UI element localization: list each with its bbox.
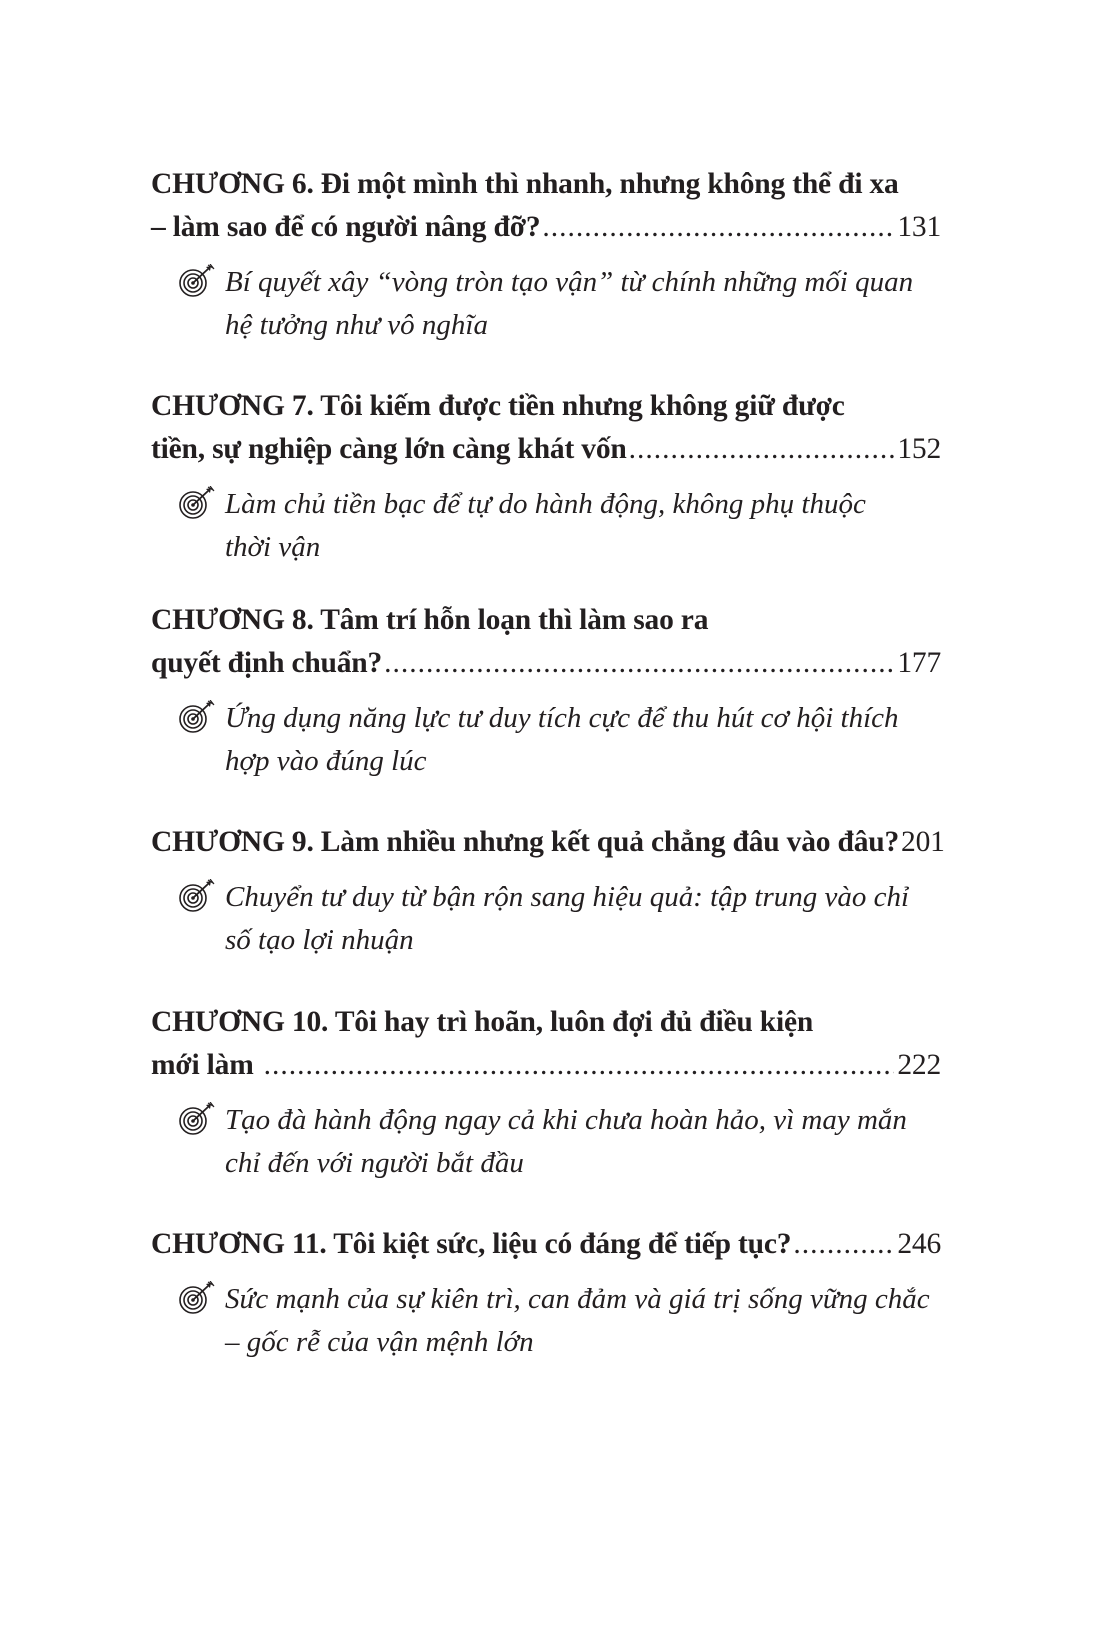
page-number: 201 xyxy=(901,826,945,858)
toc-entry-chapter-11[interactable] xyxy=(151,1223,941,1364)
dot-leader xyxy=(542,206,894,249)
page-number: 222 xyxy=(897,1049,941,1081)
page-number: 131 xyxy=(897,211,941,243)
chapter-heading xyxy=(151,599,941,685)
page-number: 177 xyxy=(897,647,941,679)
subtitle-line-2: thời vận xyxy=(225,531,321,563)
subtitle-line-1: Bí quyết xây “vòng tròn tạo vận” từ chính những mối quan xyxy=(225,266,914,298)
subtitle-line-2: hợp vào đúng lúc xyxy=(225,745,427,777)
chapter-subtitle xyxy=(151,1278,941,1364)
toc-entry-chapter-7[interactable] xyxy=(151,385,941,569)
toc-entry-chapter-9[interactable] xyxy=(151,821,945,962)
target-icon xyxy=(175,700,215,734)
dot-leader xyxy=(793,1223,894,1266)
toc-entry-chapter-6[interactable] xyxy=(151,163,941,347)
chapter-heading xyxy=(151,1223,941,1266)
chapter-subtitle xyxy=(151,483,941,569)
chapter-subtitle xyxy=(151,876,941,962)
subtitle-line-2: – gốc rễ của vận mệnh lớn xyxy=(225,1326,534,1358)
chapter-heading xyxy=(151,821,945,864)
target-icon xyxy=(175,486,215,520)
chapter-title-line-2: quyết định chuẩn? xyxy=(151,647,383,679)
subtitle-line-2: số tạo lợi nhuận xyxy=(225,924,414,956)
chapter-heading xyxy=(151,163,941,249)
dot-leader xyxy=(629,428,895,471)
chapter-title-line-1: CHƯƠNG 9. Làm nhiều nhưng kết quả chẳng đâu vào đâu? xyxy=(151,826,900,858)
page-number: 152 xyxy=(897,433,941,465)
target-icon xyxy=(175,264,215,298)
chapter-title-line-1: CHƯƠNG 10. Tôi hay trì hoãn, luôn đợi đủ điều kiện xyxy=(151,1006,814,1038)
subtitle-line-1: Làm chủ tiền bạc để tự do hành động, không phụ thuộc xyxy=(225,488,866,520)
dot-leader xyxy=(384,642,894,685)
chapter-subtitle xyxy=(151,1099,941,1185)
chapter-subtitle xyxy=(151,697,941,783)
chapter-title-line-1: CHƯƠNG 6. Đi một mình thì nhanh, nhưng không thể đi xa xyxy=(151,168,899,200)
chapter-title-line-2: – làm sao để có người nâng đỡ? xyxy=(151,211,541,243)
subtitle-line-2: hệ tưởng như vô nghĩa xyxy=(225,309,488,341)
subtitle-line-1: Tạo đà hành động ngay cả khi chưa hoàn hảo, vì may mắn xyxy=(225,1104,907,1136)
chapter-subtitle xyxy=(151,261,941,347)
chapter-title-line-1: CHƯƠNG 7. Tôi kiếm được tiền nhưng không giữ được xyxy=(151,390,845,422)
chapter-title-line-2: tiền, sự nghiệp càng lớn càng khát vốn xyxy=(151,433,627,465)
subtitle-line-1: Chuyển tư duy từ bận rộn sang hiệu quả: tập trung vào chỉ xyxy=(225,881,910,913)
chapter-title-line-1: CHƯƠNG 8. Tâm trí hỗn loạn thì làm sao ra xyxy=(151,604,709,636)
subtitle-line-2: chỉ đến với người bắt đầu xyxy=(225,1147,524,1179)
chapter-title-line-1: CHƯƠNG 11. Tôi kiệt sức, liệu có đáng để tiếp tục? xyxy=(151,1228,792,1260)
target-icon xyxy=(175,1281,215,1315)
subtitle-line-1: Ứng dụng năng lực tư duy tích cực để thu hút cơ hội thích xyxy=(225,702,899,734)
dot-leader xyxy=(264,1044,895,1087)
chapter-heading xyxy=(151,385,941,471)
target-icon xyxy=(175,879,215,913)
toc-entry-chapter-10[interactable] xyxy=(151,1001,941,1185)
chapter-heading xyxy=(151,1001,941,1087)
page-number: 246 xyxy=(897,1228,941,1260)
subtitle-line-1: Sức mạnh của sự kiên trì, can đảm và giá trị sống vững chắc xyxy=(225,1283,930,1315)
chapter-title-line-2: mới làm xyxy=(151,1049,254,1081)
target-icon xyxy=(175,1102,215,1136)
toc-entry-chapter-8[interactable] xyxy=(151,599,941,783)
